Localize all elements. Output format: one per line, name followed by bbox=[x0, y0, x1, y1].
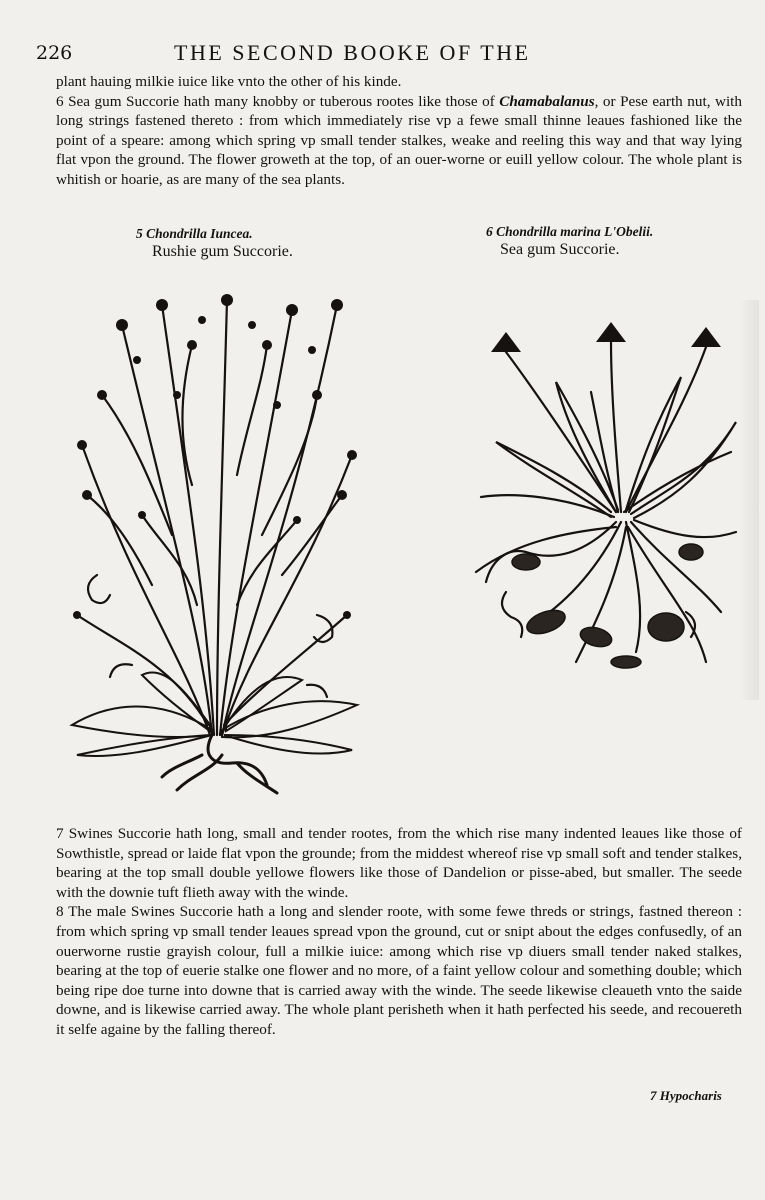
catchword: 7 Hypocharis bbox=[650, 1088, 722, 1103]
paragraph-6-part-b: , or Pese earth nut, with long strings fastened thereto : from which immediately rise vp a fewe small thinne leaues fashioned like the point of a speare: among which spring vp small tender stalkes, weake and reeling this way and that way lying flat vpon the ground. The flower groweth at the top, of an ouer-worne or euill yellow colour. The whole plant is whitish or hoarie, as are many of the sea plants. bbox=[56, 92, 742, 188]
paragraph-6-italic: Chamabalanus bbox=[499, 92, 595, 110]
paragraph-6 bbox=[56, 92, 742, 190]
page-header bbox=[36, 40, 736, 70]
page-number: 226 bbox=[36, 42, 73, 64]
figure-5-english-name: Rushie gum Succorie. bbox=[152, 243, 293, 260]
figure-6-english-name: Sea gum Succorie. bbox=[500, 241, 620, 258]
running-title: THE SECOND BOOKE OF THE bbox=[174, 40, 531, 65]
continued-line: plant hauing milkie iuice like vnto the other of his kinde. bbox=[56, 73, 402, 90]
figure-5-caption bbox=[136, 226, 293, 261]
page-edge-shadow bbox=[739, 300, 759, 700]
figure-6-latin-name: 6 Chondrilla marina L'Obelii. bbox=[486, 224, 654, 239]
top-text-block bbox=[56, 72, 742, 190]
figure-5-latin-name: 5 Chondrilla Iuncea. bbox=[136, 226, 253, 241]
paragraph-7: 7 Swines Succorie hath long, small and tender rootes, from the which rise many indented leaues like those of Sowthistle, spread or laide flat vpon the grounde; from the middest whereof rise vp small soft and tender stalkes, bearing at the top small double yellowe flowers like those of Dandelion or pisse-abed, but smaller. The seede with the downie tuft flieth away with the winde. bbox=[56, 825, 742, 901]
figure-6-caption bbox=[486, 224, 653, 259]
paragraph-8: 8 The male Swines Succorie hath a long and slender roote, with some fewe threds or strings, fastned thereon : from which spring vp small tender leaues spread vpon the ground, cut or snipt about the edges confusedly, of an ouerworne rustie grayish colour, full a milkie iuice: among which rise vp diuers small tender naked stalkes, bearing at the top of euerie stalke one flower and no more, of a faint yellow colour and something double; which being ripe doe turne into downe that is carried away with the winde. The seede likewise cleaueth vnto the saide downe, and is likewise carried away. The whole plant perisheth when it hath perfected his seede, and recouereth it selfe againe by the falling thereof. bbox=[56, 903, 742, 1038]
bottom-text-block bbox=[56, 824, 742, 1040]
rushie-gum-succorie-woodcut bbox=[62, 285, 362, 795]
sea-gum-succorie-woodcut bbox=[466, 322, 744, 674]
paragraph-6-part-a: 6 Sea gum Succorie hath many knobby or tuberous rootes like those of bbox=[56, 92, 500, 110]
